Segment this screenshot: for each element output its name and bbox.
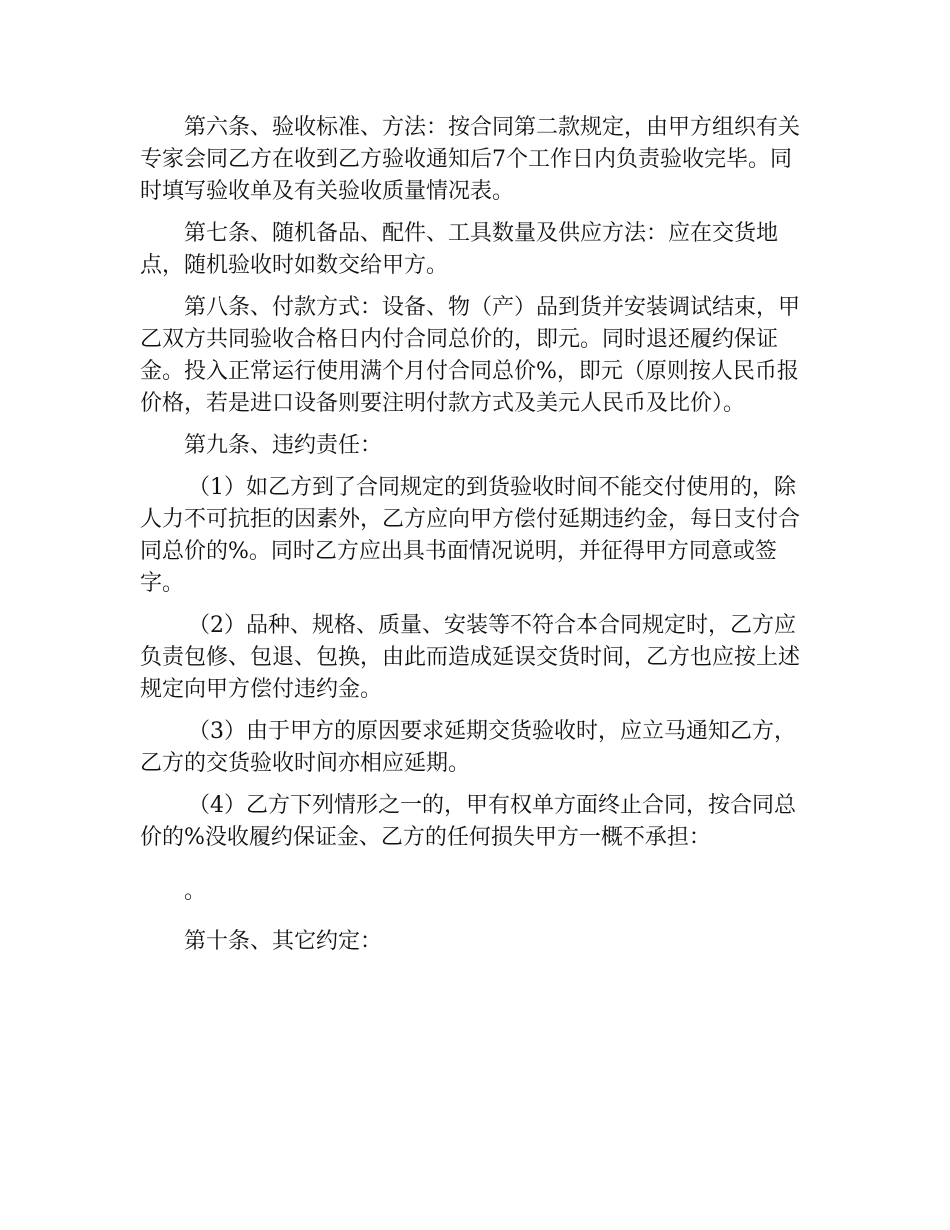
article-10-other-terms: 第十条、其它约定： [184,929,383,954]
liability-item-1: （1）如乙方到了合同规定的到货验收时间不能交付使用的，除人力不可抗拒的因素外，乙方应向甲方偿付延期违约金，每日支付合同总价的%。同时乙方应出具书面情况说明，并征得甲方同意或签字。 [140,475,801,596]
liability-item-3: （3）由于甲方的原因要求延期交货验收时，应立马通知乙方，乙方的交货验收时间亦相应延期。 [140,719,796,776]
article-7-spare-parts: 第七条、随机备品、配件、工具数量及供应方法：应在交货地点，随机验收时如数交给甲方。 [140,221,779,278]
article-8-payment: 第八条、付款方式：设备、物（产）品到货并安装调试结束，甲乙双方共同验收合格日内付合同总价的，即元。同时退还履约保证金。投入正常运行使用满个月付合同总价%，即元（原则按人民币报价格，若是进口设备则要注明付款方式及美元人民币及比价）。 [140,295,801,416]
contract-body [140,112,812,968]
list-ending-mark: 。 [184,879,207,904]
article-6-acceptance: 第六条、验收标准、方法：按合同第二款规定，由甲方组织有关专家会同乙方在收到乙方验收通知后7个工作日内负责验收完毕。同时填写验收单及有关验收质量情况表。 [140,115,801,204]
liability-item-2: （2）品种、规格、质量、安装等不符合本合同规定时，乙方应负责包修、包退、包换，由此而造成延误交货时间，乙方也应按上述规定向甲方偿付违约金。 [140,613,801,702]
liability-item-4: （4）乙方下列情形之一的，甲有权单方面终止合同，按合同总价的%没收履约保证金、乙方的任何损失甲方一概不承担： [140,793,796,850]
article-9-liability-heading: 第九条、违约责任： [184,433,383,458]
